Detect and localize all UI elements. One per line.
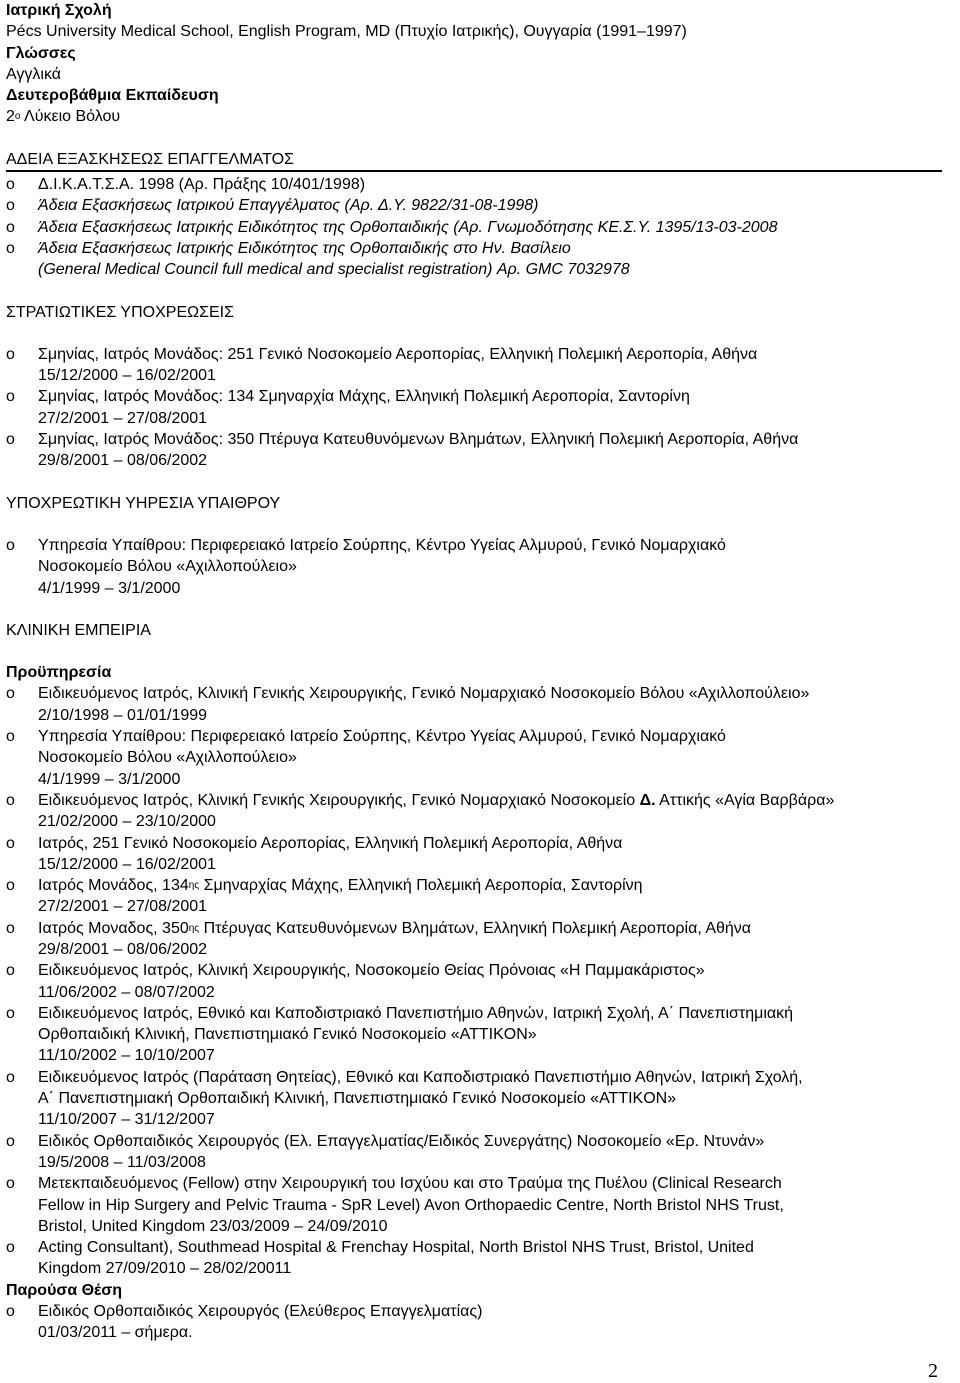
list-item-line: Ειδικευόμενος Ιατρός, Εθνικό και Καποδιστριακό Πανεπιστήμιο Αθηνών, Ιατρική Σχολή, Α΄ Πανεπιστημιακή: [38, 1004, 794, 1022]
list-item: [6, 429, 960, 472]
list-item: [6, 1301, 960, 1344]
list-item: [6, 960, 960, 1003]
list-item-line: Σμηνίας, Ιατρός Μονάδος: 134 Σμηναρχία Μάχης, Ελληνική Πολεμική Αεροπορία, Σαντορίνη: [38, 388, 690, 406]
list-item-line: (General Medical Council full medical and specialist registration) Αρ. GMC 7032978: [38, 261, 630, 279]
list-item-line: 2/10/1998 – 01/01/1999: [38, 706, 208, 724]
military-section-heading: ΣΤΡΑΤΙΩΤΙΚΕΣ ΥΠΟΧΡΕΩΣΕΙΣ: [6, 303, 234, 321]
list-item-line: Ειδικευόμενος Ιατρός, Κλινική Γενικής Χειρουργικής, Γενικό Νομαρχιακό Νοσοκομείο Βόλου «Αχιλλοπούλειο»: [38, 685, 810, 703]
secondary-education-heading: Δευτεροβάθμια Εκπαίδευση: [6, 87, 219, 105]
list-item: [6, 174, 960, 195]
bullet-marker: o: [6, 1239, 15, 1257]
list-item-line: Ορθοπαιδική Κλινική, Πανεπιστημιακό Γενικό Νοσοκομείο «ATTIKON»: [38, 1026, 537, 1044]
bullet-marker: o: [6, 1175, 15, 1193]
list-item-line: Σμηνίας, Ιατρός Μονάδος: 350 Πτέρυγα Κατευθυνόμενων Βλημάτων, Ελληνική Πολεμική Αεροπορία, Αθήνα: [38, 431, 799, 449]
list-item: [6, 918, 960, 961]
list-item-line: Υπηρεσία Υπαίθρου: Περιφερειακό Ιατρείο Σούρπης, Κέντρο Υγείας Αλμυρού, Γενικό Νομαρχιακό: [38, 728, 726, 746]
list-item: [6, 1237, 960, 1280]
secondary-education-value: $2^o$ Λύκειο Βόλου: [6, 108, 121, 126]
list-item-line: Υπηρεσία Υπαίθρου: Περιφερειακό Ιατρείο Σούρπης, Κέντρο Υγείας Αλμυρού, Γενικό Νομαρχιακό: [38, 536, 726, 554]
list-item-line: Bristol, United Kingdom 23/03/2009 – 24/09/2010: [38, 1217, 388, 1235]
bullet-marker: o: [6, 218, 15, 236]
languages-value: Αγγλικά: [6, 65, 61, 83]
list-item-line: 29/8/2001 – 08/06/2002: [38, 452, 208, 470]
license-list: [6, 174, 960, 280]
list-item: [6, 1067, 960, 1131]
license-section-heading: ΑΔΕΙΑ ΕΞΑΣΚΗΣΕΩΣ ΕΠΑΓΓΕΛΜΑΤΟΣ: [6, 149, 942, 172]
bullet-marker: o: [6, 728, 15, 746]
current-position-heading: Παρούσα Θέση: [6, 1281, 122, 1299]
list-item: [6, 1131, 960, 1174]
list-item-line: Άδεια Εξασκήσεως Ιατρικής Ειδικότητος της Ορθοπαιδικής στο Ην. Βασίλειο: [38, 239, 571, 257]
list-item-line: 29/8/2001 – 08/06/2002: [38, 940, 208, 958]
list-item: [6, 386, 960, 429]
list-item: [6, 833, 960, 876]
bullet-marker: o: [6, 1303, 15, 1321]
rural-list: [6, 535, 960, 599]
list-item-line: 21/02/2000 – 23/10/2000: [38, 813, 216, 831]
bullet-marker: o: [6, 791, 15, 809]
list-item: [6, 238, 960, 281]
list-item-line: 27/2/2001 – 27/08/2001: [38, 409, 208, 427]
list-item: [6, 726, 960, 790]
bullet-marker: o: [6, 962, 15, 980]
bullet-marker: o: [6, 536, 15, 554]
list-item-line: Δ.Ι.Κ.Α.Τ.Σ.Α. 1998 (Αρ. Πράξης 10/401/1998): [38, 176, 366, 194]
list-item-line: Ειδικευόμενος Ιατρός (Παράταση Θητείας), Εθνικό και Καποδιστριακό Πανεπιστήμιο Αθηνών, Ιατρική Σχολή,: [38, 1068, 803, 1086]
medical-school-detail: Pécs University Medical School, English Program, MD (Πτυχίο Ιατρικής), Ουγγαρία (1991–1997): [6, 23, 687, 41]
bullet-marker: o: [6, 176, 15, 194]
list-item-line: Ειδικός Ορθοπαιδικός Χειρουργός (Ελεύθερος Επαγγελματίας): [38, 1303, 483, 1321]
list-item: [6, 683, 960, 726]
list-item-line: Άδεια Εξασκήσεως Ιατρικής Ειδικότητος της Ορθοπαιδικής (Αρ. Γνωμοδότησης ΚΕ.Σ.Υ. 1395/13-03-2008: [38, 218, 778, 236]
list-item-line: Άδεια Εξασκήσεως Ιατρικού Επαγγέλματος (Αρ. Δ.Υ. 9822/31-08-1998): [38, 197, 539, 215]
list-item-line: Ειδικός Ορθοπαιδικός Χειρουργός (Ελ. Επαγγελματίας/Ειδικός Συνεργάτης) Νοσοκομείο «Ερ. Ντυνάν»: [38, 1132, 765, 1150]
list-item-line: Α΄ Πανεπιστημιακή Ορθοπαιδική Κλινική, Πανεπιστημιακό Γενικό Νοσοκομείο «ATTIKON»: [38, 1090, 677, 1108]
list-item-line: 19/5/2008 – 11/03/2008: [38, 1153, 206, 1171]
military-list: [6, 344, 960, 472]
list-item-line: Kingdom 27/09/2010 – 28/02/20011: [38, 1260, 292, 1278]
current-list: [6, 1301, 960, 1344]
list-item: [6, 535, 960, 599]
list-item-line: Νοσοκομείο Βόλου «Αχιλλοπούλειο»: [38, 749, 297, 767]
bullet-marker: o: [6, 239, 15, 257]
previous-experience-heading: Προϋπηρεσία: [6, 664, 112, 682]
list-item-line: 11/10/2007 – 31/12/2007: [38, 1111, 215, 1129]
bullet-marker: o: [6, 197, 15, 215]
list-item-line: 4/1/1999 – 3/1/2000: [38, 770, 181, 788]
bullet-marker: o: [6, 877, 15, 895]
list-item-line: 11/10/2002 – 10/10/2007: [38, 1047, 215, 1065]
list-item-line: 01/03/2011 – σήμερα.: [38, 1324, 193, 1342]
list-item-line: Acting Consultant), Southmead Hospital & Frenchay Hospital, North Bristol NHS Trust, Bristol, United: [38, 1239, 754, 1257]
bullet-marker: o: [6, 345, 15, 363]
list-item-line: Ιατρός, 251 Γενικό Νοσοκομείο Αεροπορίας, Ελληνική Πολεμική Αεροπορία, Αθήνα: [38, 834, 623, 852]
list-item: [6, 217, 960, 238]
list-item: [6, 790, 960, 833]
bullet-marker: o: [6, 1068, 15, 1086]
list-item-line: Ιατρός Μοναδος, $350^{\eta\varsigma}$ Πτέρυγας Κατευθυνόμενων Βλημάτων, Ελληνική Πολεμική Αεροπορία, Αθήνα: [38, 919, 752, 937]
list-item-line: 4/1/1999 – 3/1/2000: [38, 579, 181, 597]
medical-school-heading: Ιατρική Σχολή: [6, 2, 112, 19]
list-item: [6, 1003, 960, 1067]
list-item: [6, 195, 960, 216]
list-item: [6, 875, 960, 918]
list-item-line: 11/06/2002 – 08/07/2002: [38, 983, 215, 1001]
page-number: 2: [928, 1360, 938, 1382]
bullet-marker: o: [6, 834, 15, 852]
list-item-line: 27/2/2001 – 27/08/2001: [38, 898, 208, 916]
list-item-line: Νοσοκομείο Βόλου «Αχιλλοπούλειο»: [38, 558, 297, 576]
list-item: [6, 344, 960, 387]
bullet-marker: o: [6, 388, 15, 406]
list-item-line: 15/12/2000 – 16/02/2001: [38, 855, 216, 873]
list-item: [6, 1173, 960, 1237]
rural-service-heading: ΥΠΟΧΡΕΩΤΙΚΗ ΥΗΡΕΣΙΑ ΥΠΑΙΘΡΟΥ: [6, 494, 281, 512]
list-item-line: Fellow in Hip Surgery and Pelvic Trauma - SpR Level) Avon Orthopaedic Centre, North Bristol NHS Trust,: [38, 1196, 784, 1214]
list-item-line: Σμηνίας, Ιατρός Μονάδος: 251 Γενικό Νοσοκομείο Αεροπορίας, Ελληνική Πολεμική Αεροπορία, Αθήνα: [38, 345, 758, 363]
bullet-marker: o: [6, 1004, 15, 1022]
languages-heading: Γλώσσες: [6, 44, 76, 62]
list-item-line: Ειδικευόμενος Ιατρός, Κλινική Γενικής Χειρουργικής, Γενικό Νομαρχιακό Νοσοκομείο Δ. Αττικής «Αγία Βαρβάρα»: [38, 791, 835, 809]
list-item-line: 15/12/2000 – 16/02/2001: [38, 367, 216, 385]
cv-page: [6, 0, 960, 1383]
list-item-line: Ιατρός Μονάδος, $134^{\eta\varsigma}$ Σμηναρχίας Μάχης, Ελληνική Πολεμική Αεροπορία, Σαντορίνη: [38, 877, 643, 895]
clinical-list: [6, 683, 960, 1279]
list-item-line: Μετεκπαιδευόμενος (Fellow) στην Χειρουργική του Ισχύου και στο Τραύμα της Πυέλου (Clinical Research: [38, 1175, 782, 1193]
bullet-marker: o: [6, 431, 15, 449]
bullet-marker: o: [6, 1132, 15, 1150]
bullet-marker: o: [6, 919, 15, 937]
list-item-line: Ειδικευόμενος Ιατρός, Κλινική Χειρουργικής, Νοσοκομείο Θείας Πρόνοιας «Η Παμμακάριστος»: [38, 962, 705, 980]
clinical-experience-heading: ΚΛΙΝΙΚΗ ΕΜΠΕΙΡΙΑ: [6, 621, 151, 639]
bullet-marker: o: [6, 685, 15, 703]
